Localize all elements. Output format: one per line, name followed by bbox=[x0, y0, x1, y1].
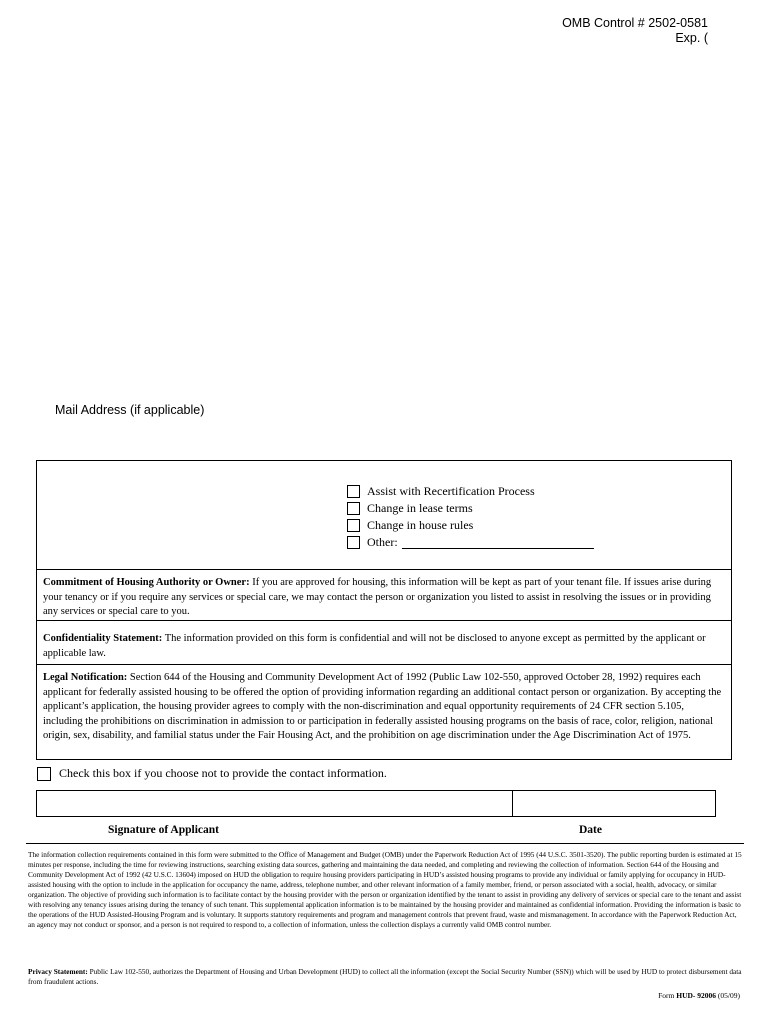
opt-out-row[interactable] bbox=[37, 766, 387, 781]
omb-expiration: Exp. ( bbox=[675, 31, 708, 45]
reason-recertification[interactable] bbox=[347, 483, 594, 500]
signature-date-fields bbox=[36, 790, 716, 817]
commitment-text: If you are approved for housing, this information will be kept as part of your tenant file. If issues arise during your tenancy or if you require any services or special care, we may contact the person or organization you listed to assist in resolving the issues or in providing any services or special care to you. bbox=[43, 577, 712, 617]
checkbox-house-rules[interactable] bbox=[347, 519, 360, 532]
legal-heading: Legal Notification: bbox=[43, 672, 128, 683]
omb-header bbox=[562, 16, 708, 46]
commitment-heading: Commitment of Housing Authority or Owner: bbox=[43, 577, 250, 588]
opt-out-label: Check this box if you choose not to provide the contact information. bbox=[59, 766, 387, 780]
reason-lease-terms[interactable] bbox=[347, 500, 594, 517]
legal-text: Section 644 of the Housing and Community Development Act of 1992 (Public Law 102-550, approved October 28, 1992) requires each applicant for federally assisted housing to be offered the option of providing information regarding an additional contact person or organization. By accepting the applicant’s application, the housing provider agrees to comply with the non-discrimination and equal opportunity requirements of 24 CFR section 5.105, including the prohibitions on discrimination in admission to or participation in federally assisted housing programs on the basis of race, color, religion, national origin, sex, disability, and familial status under the Fair Housing Act, and the prohibition on age discrimination under the Age Discrimination Act of 1975. bbox=[43, 672, 722, 741]
reason-label: Assist with Recertification Process bbox=[367, 484, 535, 498]
reason-house-rules[interactable] bbox=[347, 517, 594, 534]
reason-label: Other: bbox=[367, 535, 398, 549]
checkbox-recertification[interactable] bbox=[347, 485, 360, 498]
reason-label: Change in house rules bbox=[367, 518, 474, 532]
opt-out-checkbox[interactable] bbox=[37, 767, 51, 781]
form-identifier bbox=[658, 991, 740, 1000]
mail-address-label: Mail Address (if applicable) bbox=[55, 403, 205, 417]
privacy-statement bbox=[28, 967, 742, 987]
form-date: (05/09) bbox=[716, 991, 740, 1000]
omb-control-number: OMB Control # 2502-0581 bbox=[562, 16, 708, 30]
checkbox-other[interactable] bbox=[347, 536, 360, 549]
reason-label: Change in lease terms bbox=[367, 501, 473, 515]
section-divider bbox=[37, 620, 731, 621]
checkbox-lease-terms[interactable] bbox=[347, 502, 360, 515]
signature-label: Signature of Applicant bbox=[108, 824, 219, 836]
contact-reasons-list bbox=[347, 483, 594, 551]
other-text-field[interactable] bbox=[402, 536, 594, 549]
confidentiality-section bbox=[37, 626, 731, 664]
burden-statement: The information collection requirements contained in this form were submitted to the Office of Management and Budget (OMB) under the Paperwork Reduction Act of 1995 (44 U.S.C. 3501-3520). The public reporting burden is estimated at 15 minutes per response, including the time for reviewing instructions, searching existing data sources, gathering and maintaining the data needed, and completing and reviewing the collection of information. Section 644 of the Housing and Community Development Act of 1992 (42 U.S.C. 13604) imposed on HUD the obligation to require housing providers participating in HUD’s assisted housing programs to provide any individual or family applying for occupancy in HUD-assisted housing with the option to include in the application for occupancy the name, address, telephone number, and other relevant information of a family member, friend, or person associated with a social, health, advocacy, or similar organization. The objective of providing such information is to facilitate contact by the housing provider with the person or organization identified by the tenant to assist in providing any delivery of services or special care to the tenant and assist with resolving any tenancy issues arising during the tenancy of such tenant. This supplemental application information is to be maintained by the housing provider and maintained as confidential information. Providing the information is basic to the operations of the HUD Assisted-Housing Program and is voluntary. It supports statutory requirements and program and management controls that prevent fraud, waste and mismanagement. In accordance with the Paperwork Reduction Act, an agency may not conduct or sponsor, and a person is not required to respond to, a collection of information, unless the collection displays a currently valid OMB control number. bbox=[28, 850, 742, 929]
contact-info-box bbox=[36, 460, 732, 760]
privacy-heading: Privacy Statement: bbox=[28, 967, 88, 976]
privacy-text: Public Law 102-550, authorizes the Department of Housing and Urban Development (HUD) to collect all the information (except the Social Security Number (SSN)) which will be used by HUD to protect disbursement data from fraudulent actions. bbox=[28, 967, 742, 986]
confidentiality-heading: Confidentiality Statement: bbox=[43, 633, 163, 644]
commitment-section bbox=[37, 569, 731, 620]
signature-date-divider bbox=[512, 791, 513, 816]
confidentiality-text: The information provided on this form is confidential and will not be disclosed to anyone except as permitted by the applicant or applicable law. bbox=[43, 633, 706, 659]
legal-notification-section bbox=[37, 664, 731, 760]
date-label: Date bbox=[579, 824, 602, 836]
form-code: HUD- 92006 bbox=[676, 991, 717, 1000]
reason-other[interactable] bbox=[347, 534, 594, 551]
form-prefix: Form bbox=[658, 991, 677, 1000]
footer-rule bbox=[26, 843, 744, 844]
